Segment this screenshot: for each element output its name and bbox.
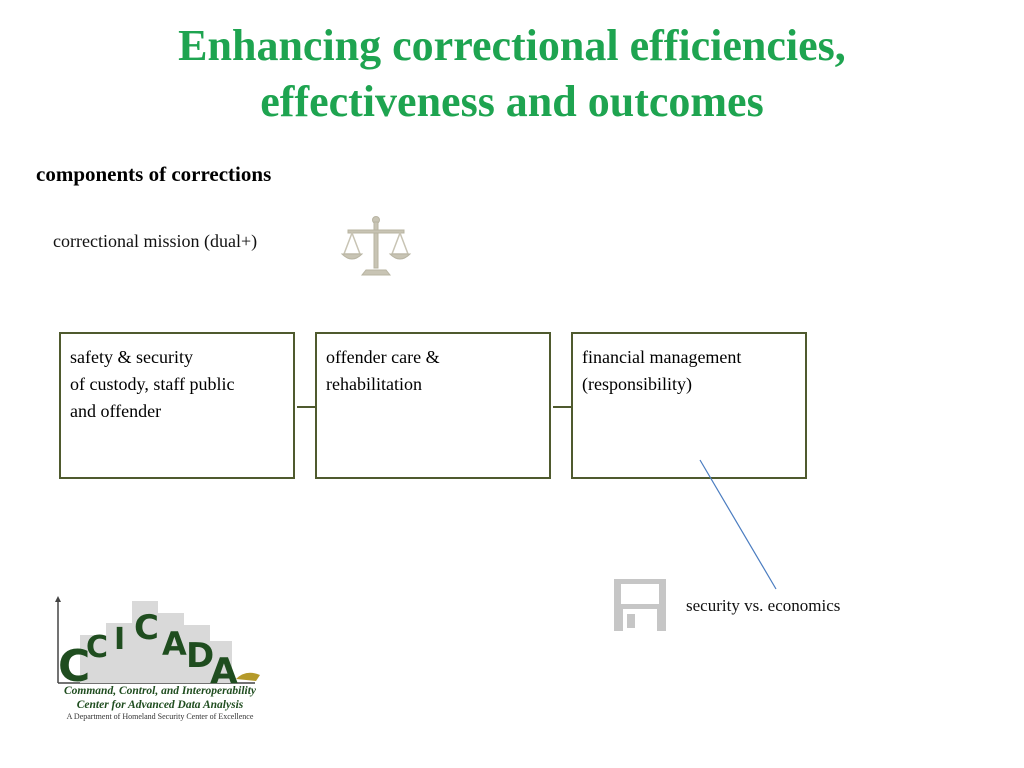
ccicada-logo: [50, 595, 270, 725]
component-box-care: [315, 332, 551, 479]
logo-letter: I: [114, 622, 126, 657]
logo-letter: A: [162, 625, 187, 663]
component-box-safety: [59, 332, 295, 479]
box-text-line: of custody, staff public: [70, 374, 235, 394]
box-connector: [553, 406, 572, 408]
box-text-line: and offender: [70, 401, 162, 421]
box-connector: [297, 406, 316, 408]
logo-line-2: Center for Advanced Data Analysis: [76, 699, 244, 711]
logo-letter: C: [58, 641, 91, 687]
title-line-2: effectiveness and outcomes: [260, 77, 764, 126]
callout-pointer-line: [690, 455, 790, 595]
balance-scale-icon: [340, 214, 412, 278]
box-text-line: (responsibility): [582, 374, 692, 394]
logo-letter: D: [186, 636, 215, 676]
callout-label: security vs. economics: [686, 596, 841, 615]
box-text-line: offender care &: [326, 347, 440, 367]
logo-line-3: A Department of Homeland Security Center of Excellence: [66, 712, 254, 721]
box-text-line: rehabilitation: [326, 374, 422, 394]
logo-line-1: Command, Control, and Interoperability: [63, 685, 257, 697]
mission-label: correctional mission (dual+): [53, 231, 258, 251]
logo-graphic: [50, 595, 270, 687]
slide-title: [0, 18, 1024, 130]
logo-letter: A: [210, 651, 238, 687]
logo-letter: C: [134, 608, 159, 648]
section-heading: components of corrections: [36, 162, 272, 186]
box-text-line: safety & security: [70, 347, 193, 367]
logo-letter: C: [86, 630, 109, 665]
floppy-disk-icon: [613, 578, 667, 632]
box-text-line: financial management: [582, 347, 742, 367]
title-line-1: Enhancing correctional efficiencies,: [178, 21, 846, 70]
